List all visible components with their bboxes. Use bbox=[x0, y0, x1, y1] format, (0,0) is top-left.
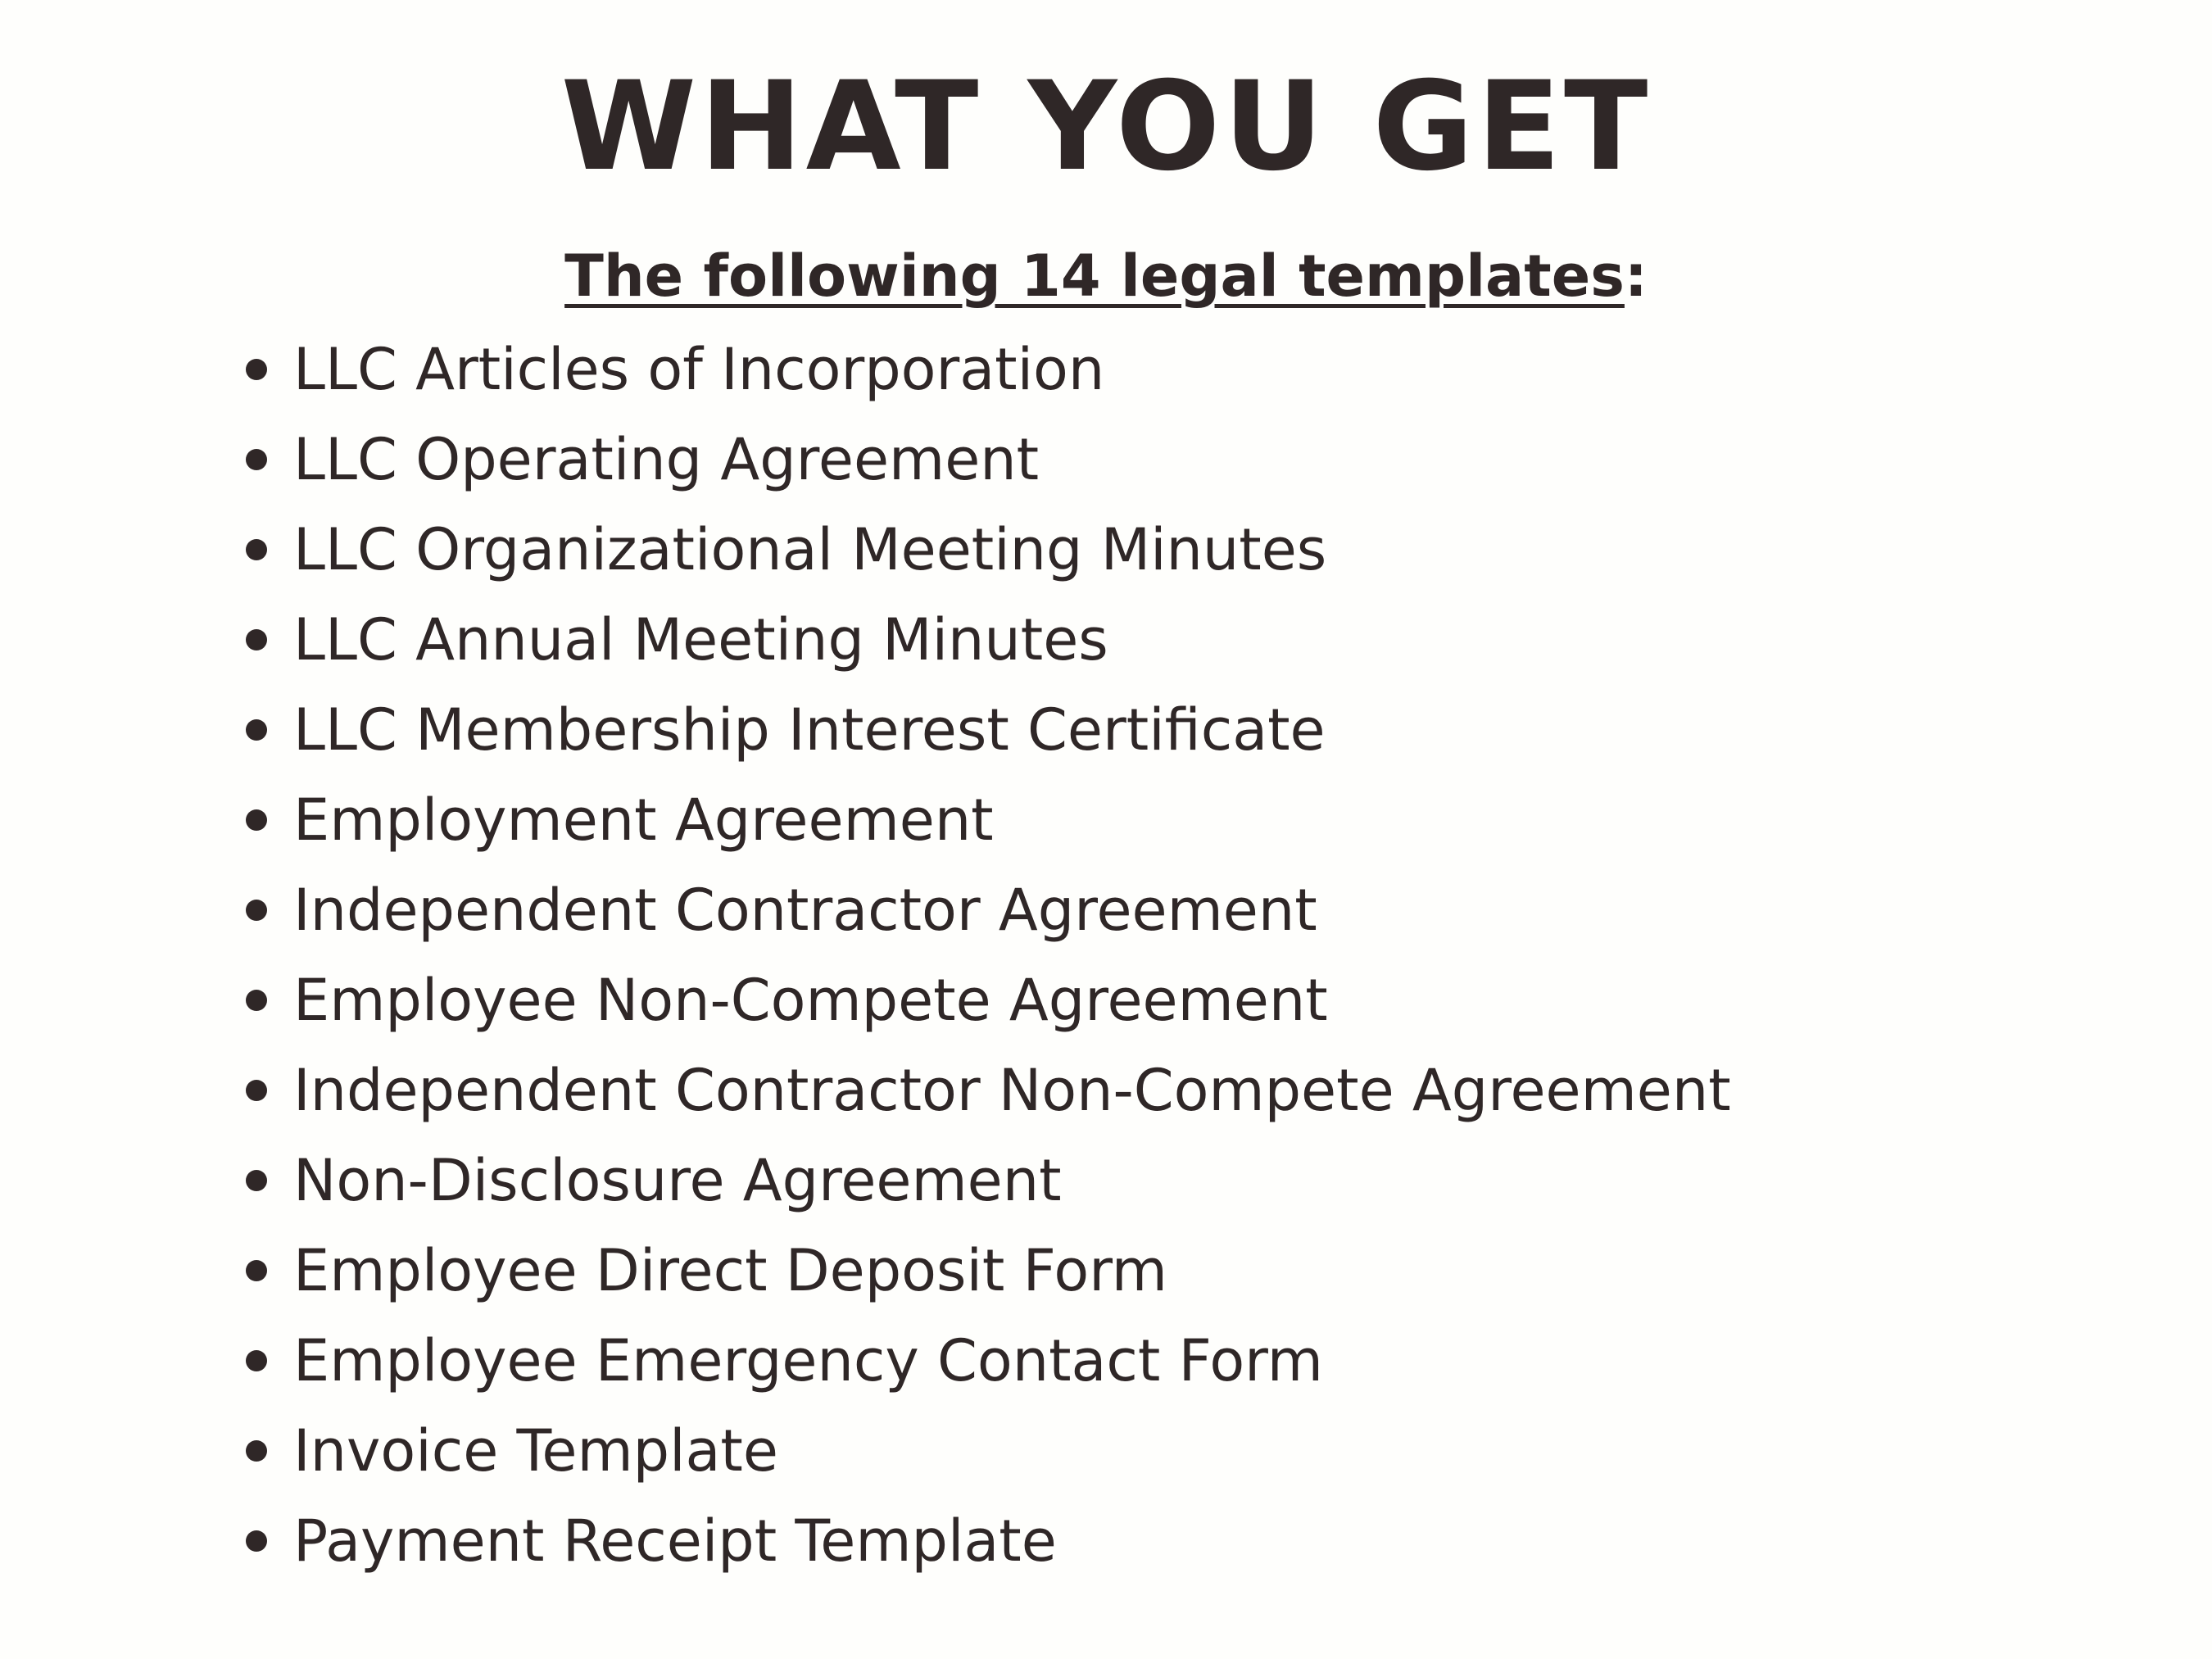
subtitle-text: The following 14 legal templates bbox=[564, 243, 1625, 310]
bullet-icon bbox=[246, 629, 267, 650]
bullet-icon bbox=[246, 449, 267, 470]
bullet-icon bbox=[246, 990, 267, 1011]
bullet-icon bbox=[246, 1530, 267, 1552]
template-list bbox=[246, 324, 1731, 1586]
list-item-label: Payment Receipt Template bbox=[293, 1507, 1057, 1575]
list-item bbox=[246, 1135, 1731, 1226]
list-item-label: Non-Disclosure Agreement bbox=[293, 1147, 1062, 1214]
page-title: WHAT YOU GET bbox=[560, 56, 1652, 198]
bullet-icon bbox=[246, 1170, 267, 1191]
bullet-icon bbox=[246, 719, 267, 741]
list-item bbox=[246, 1496, 1731, 1586]
list-item bbox=[246, 775, 1731, 865]
list-item-label: Employee Emergency Contact Form bbox=[293, 1327, 1323, 1394]
subtitle-suffix: : bbox=[1624, 243, 1648, 310]
list-item bbox=[246, 324, 1731, 415]
list-item bbox=[246, 865, 1731, 955]
list-item bbox=[246, 685, 1731, 775]
list-item bbox=[246, 415, 1731, 505]
list-item bbox=[246, 955, 1731, 1045]
list-item bbox=[246, 1226, 1731, 1316]
list-item-label: Employment Agreement bbox=[293, 786, 994, 854]
list-item-label: LLC Membership Interest Certificate bbox=[293, 696, 1326, 764]
list-item-label: LLC Annual Meeting Minutes bbox=[293, 606, 1108, 673]
list-item-label: Employee Direct Deposit Form bbox=[293, 1237, 1167, 1304]
list-item bbox=[246, 1316, 1731, 1406]
list-item bbox=[246, 1406, 1731, 1496]
bullet-icon bbox=[246, 809, 267, 831]
list-item-label: Employee Non-Compete Agreement bbox=[293, 967, 1328, 1034]
list-item-label: LLC Articles of Incorporation bbox=[293, 336, 1105, 403]
bullet-icon bbox=[246, 1440, 267, 1462]
bullet-icon bbox=[246, 1260, 267, 1281]
list-item bbox=[246, 1045, 1731, 1135]
list-item bbox=[246, 505, 1731, 595]
bullet-icon bbox=[246, 900, 267, 921]
list-item-label: LLC Organizational Meeting Minutes bbox=[293, 516, 1327, 583]
list-item bbox=[246, 595, 1731, 685]
bullet-icon bbox=[246, 539, 267, 560]
bullet-icon bbox=[246, 359, 267, 380]
list-item-label: Invoice Template bbox=[293, 1417, 778, 1484]
list-item-label: Independent Contractor Non-Compete Agreement bbox=[293, 1057, 1731, 1124]
list-item-label: LLC Operating Agreement bbox=[293, 426, 1040, 493]
bullet-icon bbox=[246, 1350, 267, 1371]
list-item-label: Independent Contractor Agreement bbox=[293, 877, 1317, 944]
subtitle bbox=[0, 239, 2212, 313]
bullet-icon bbox=[246, 1080, 267, 1101]
